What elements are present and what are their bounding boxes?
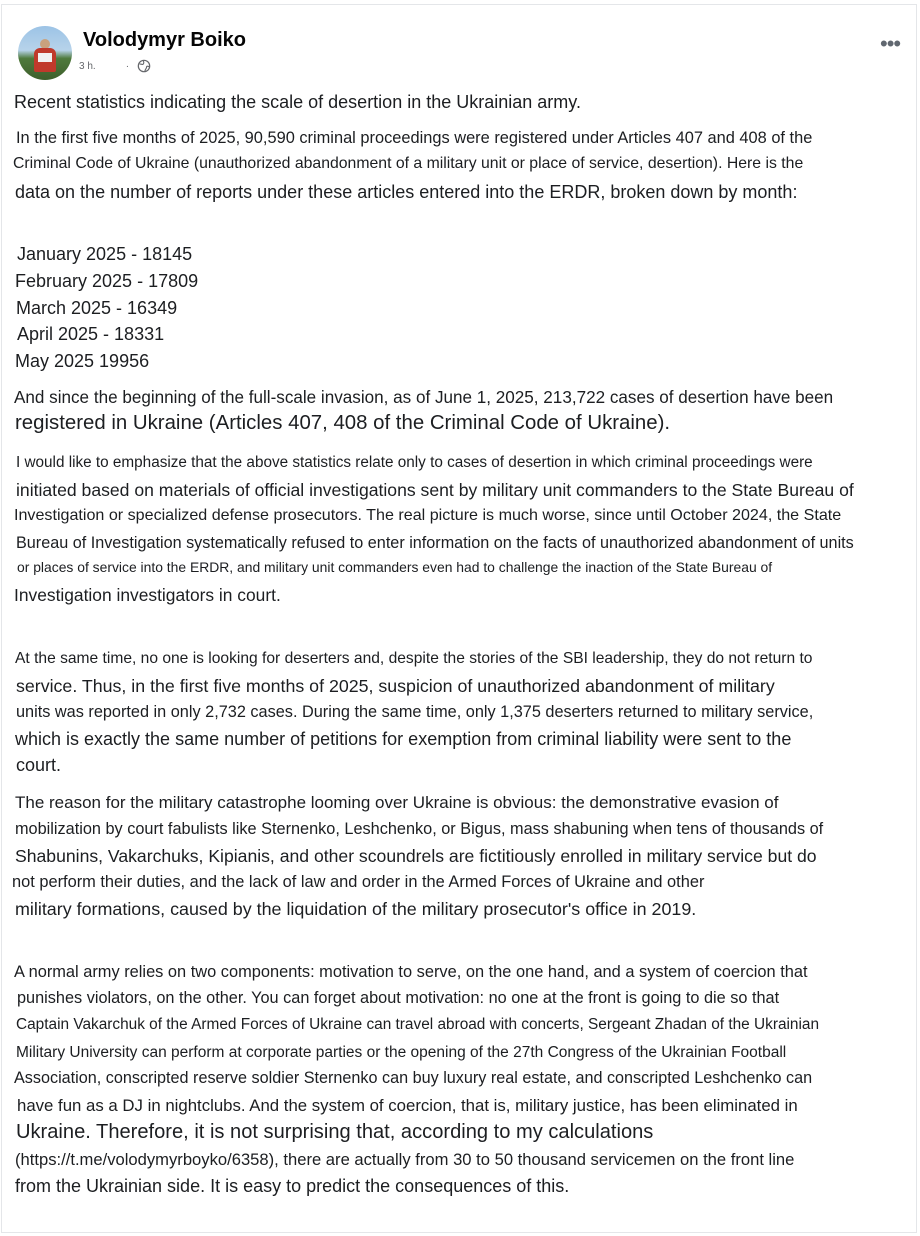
- p6-line: from the Ukrainian side. It is easy to predict the consequences of this.: [15, 1176, 570, 1196]
- p2-line: registered in Ukraine (Articles 407, 408 of the Criminal Code of Ukraine).: [15, 412, 671, 434]
- p6-line: have fun as a DJ in nightclubs. And the system of coercion, that is, military justice, has been eliminated in: [17, 1096, 798, 1115]
- p5-line: military formations, caused by the liquidation of the military prosecutor's office in 2019.: [15, 899, 697, 919]
- p3-line: Bureau of Investigation systematically refused to enter information on the facts of unauthorized abandonment of units: [16, 534, 854, 552]
- p4-line: which is exactly the same number of petitions for exemption from criminal liability were sent to the: [15, 729, 792, 749]
- more-options-icon[interactable]: •••: [880, 31, 901, 56]
- p5-line: Shabunins, Vakarchuks, Kipianis, and other scoundrels are fictitiously enrolled in military service but do: [15, 846, 817, 866]
- p6-line: punishes violators, on the other. You can forget about motivation: no one at the front is going to die so that: [17, 989, 780, 1007]
- p3-line: Investigation or specialized defense prosecutors. The real picture is much worse, since until October 2024, the State: [14, 506, 842, 524]
- post-meta: [79, 59, 151, 73]
- p4-line: At the same time, no one is looking for deserters and, despite the stories of the SBI leadership, they do not return to: [15, 650, 813, 667]
- p5-line: mobilization by court fabulists like Sternenko, Leshchenko, or Bigus, mass shabuning when tens of thousands of: [15, 820, 824, 838]
- month-item: January 2025 - 18145: [17, 244, 193, 264]
- meta-separator: ·: [125, 60, 130, 72]
- avatar-sign: [38, 53, 52, 62]
- p2-line: And since the beginning of the full-scale invasion, as of June 1, 2025, 213,722 cases of desertion have been: [14, 388, 834, 407]
- p4-line: service. Thus, in the first five months of 2025, suspicion of unauthorized abandonment of military: [16, 676, 775, 696]
- p3-line: or places of service into the ERDR, and military unit commanders even had to challenge the inaction of the State Bureau of: [17, 559, 773, 575]
- p1-line: data on the number of reports under these articles entered into the ERDR, broken down by month:: [15, 182, 798, 202]
- p1-line: In the first five months of 2025, 90,590 criminal proceedings were registered under Articles 407 and 408 of the: [16, 129, 813, 147]
- p5-line: The reason for the military catastrophe looming over Ukraine is obvious: the demonstrative evasion of: [15, 793, 779, 812]
- month-item: March 2025 - 16349: [16, 298, 178, 318]
- post-time[interactable]: 3 h.: [79, 60, 96, 72]
- month-item: May 2025 19956: [15, 351, 150, 371]
- author-name[interactable]: Volodymyr Boiko: [83, 29, 246, 51]
- globe-icon[interactable]: [137, 59, 151, 73]
- post-card: [1, 4, 917, 1233]
- p6-line: (https://t.me/volodymyrboyko/6358), there are actually from 30 to 50 thousand servicemen on the front line: [15, 1150, 795, 1169]
- p4-line: units was reported in only 2,732 cases. During the same time, only 1,375 deserters returned to military service,: [16, 703, 814, 721]
- p1-line: Criminal Code of Ukraine (unauthorized abandonment of a military unit or place of service, desertion). Here is the: [13, 155, 804, 172]
- p5-line: not perform their duties, and the lack of law and order in the Armed Forces of Ukraine and other: [12, 873, 705, 891]
- p6-line: Association, conscripted reserve soldier Sternenko can buy luxury real estate, and conscripted Leshchenko can: [14, 1069, 813, 1087]
- author-avatar[interactable]: [18, 26, 72, 80]
- p6-line: Ukraine. Therefore, it is not surprising that, according to my calculations: [16, 1121, 654, 1143]
- p4-line: court.: [16, 755, 62, 775]
- p6-line: A normal army relies on two components: motivation to serve, on the one hand, and a system of coercion that: [14, 963, 808, 981]
- p3-line: I would like to emphasize that the above statistics relate only to cases of desertion in which criminal proceedings were: [16, 454, 813, 471]
- month-item: February 2025 - 17809: [15, 271, 199, 291]
- p6-line: Military University can perform at corporate parties or the opening of the 27th Congress of the Ukrainian Football: [16, 1044, 787, 1061]
- p6-line: Captain Vakarchuk of the Armed Forces of Ukraine can travel abroad with concerts, Sergeant Zhadan of the Ukrainian: [16, 1016, 820, 1033]
- p3-line: initiated based on materials of official investigations sent by military unit commanders to the State Bureau of: [16, 480, 854, 500]
- month-item: April 2025 - 18331: [17, 324, 165, 344]
- p3-line: Investigation investigators in court.: [14, 585, 281, 605]
- post-intro: Recent statistics indicating the scale of desertion in the Ukrainian army.: [14, 92, 581, 112]
